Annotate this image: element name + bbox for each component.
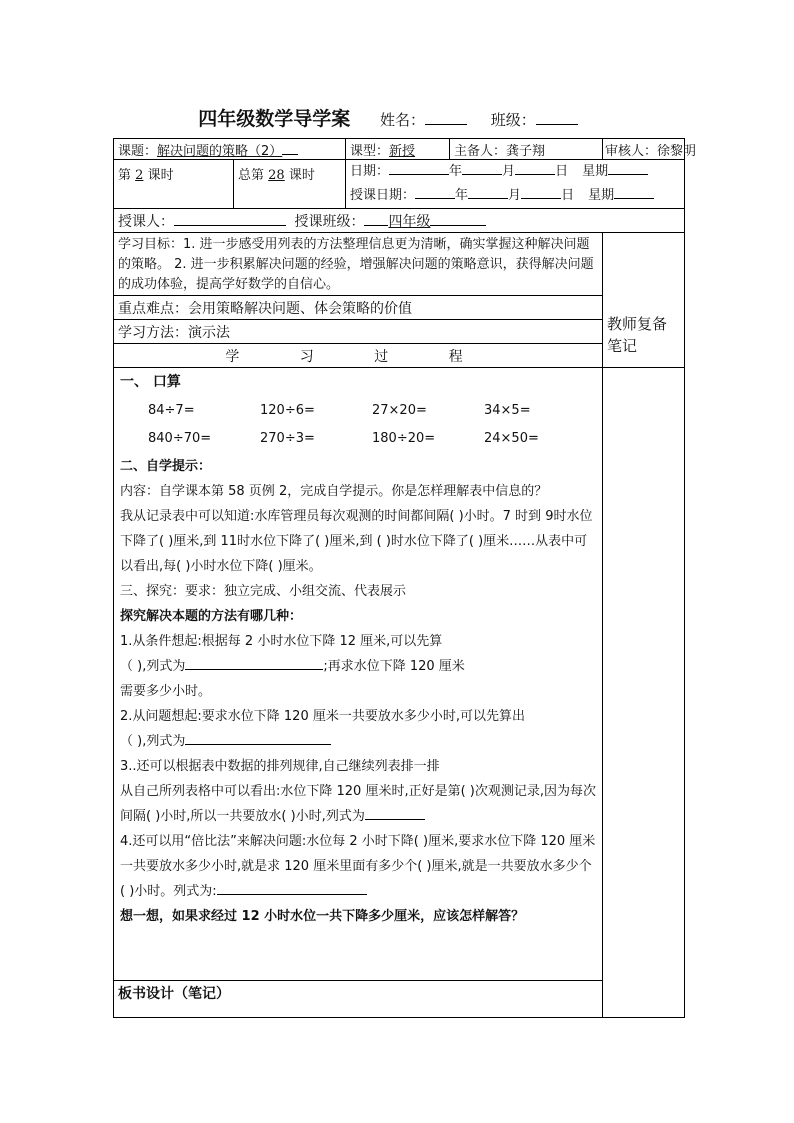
key-points-row — [114, 296, 685, 320]
calc-row-2: 840÷70= 270÷3= 180÷20= 24×50= — [148, 431, 539, 446]
topic-value: 解决问题的策略（2） — [157, 143, 283, 159]
teach-date-line: 授课日期： 年 月 日 星期 — [350, 184, 680, 208]
lesson-table — [113, 138, 697, 1018]
key-points-cell: 重点难点：会用策略解决问题、体会策略的价值 — [114, 296, 603, 320]
self-study-content: 内容：自学课本第 58 页例 2，完成自学提示。你是怎样理解表中信息的？ — [120, 484, 548, 499]
method-2-line-2: （ ),列式为 — [120, 729, 596, 754]
process-content — [120, 370, 596, 929]
method-4: 4.还可以用“倍比法”来解决问题:水位每 2 小时下降( )厘米,要求水位下降 120 厘米一共要放水多少小时,就是求 120 厘米里面有多少个( )厘米,就是一共要放水多少个( )小时。列式为: — [120, 834, 596, 899]
board-row — [114, 981, 685, 1018]
preparer-cell: 主备人：龚子翔 — [450, 139, 603, 160]
method-row — [114, 320, 685, 344]
teacher-notes-cell: 教师复备笔记 — [603, 233, 685, 368]
lesson-no-cell: 第 2 课时 — [114, 160, 234, 209]
goals-cell: 学习目标：1. 进一步感受用列表的方法整理信息更为清晰，确实掌握这种解决问题的策略。 2. 进一步积累解决问题的经验，增强解决问题的策略意识，获得解决问题的成功体验，提高学好数学的自信心。 — [114, 233, 603, 296]
name-blank[interactable] — [425, 110, 467, 125]
method-2-line-1: 2.从问题想起:要求水位下降 120 厘米一共要放水多少小时,可以先算出 — [120, 709, 525, 724]
total-no: 28 — [268, 168, 285, 183]
class-value: 四年级 — [388, 213, 431, 230]
method-cell: 学习方法：演示法 — [114, 320, 603, 344]
process-row — [114, 368, 685, 981]
topic-label: 课题： — [118, 143, 158, 159]
section-oral-calc: 一、 口算 — [120, 374, 181, 390]
date-cell — [346, 160, 685, 209]
method-1-line-1: 1.从条件想起:根据每 2 小时水位下降 12 厘米,可以先算 — [120, 634, 443, 649]
class-blank[interactable] — [536, 110, 578, 125]
board-design: 板书设计（笔记） — [114, 981, 603, 1018]
page-header — [0, 104, 794, 131]
method-3-line-2: 从自己所列表格中可以看出:水位下降 120 厘米时,正好是第( )次观测记录,因为每次间隔( )小时,所以一共要放水( )小时,列式为 — [120, 784, 596, 824]
goals-row — [114, 233, 685, 296]
reviewer-cell: 审核人：徐黎明 — [603, 139, 685, 160]
class-label: 班级： — [490, 111, 536, 129]
self-study-fill: 我从记录表中可以知道:水库管理员每次观测的时间都间隔( )小时。7 时到 9时水位下降了( )厘米,到 11时水位下降了( )厘米,到 ( )时水位下降了( )厘米……从表中可以看出,每( )小时水位下降( )厘米。 — [120, 509, 593, 574]
explore-question: 探究解决本题的方法有哪几种： — [120, 609, 303, 624]
type-value: 新授 — [389, 143, 416, 159]
calc-row-1: 84÷7= 120÷6= 27×20= 34×5= — [148, 403, 531, 418]
process-heading: 学 习 过 程 — [114, 344, 603, 368]
process-heading-row — [114, 344, 685, 368]
name-label: 姓名： — [379, 111, 425, 129]
teacher-notes-blank — [603, 368, 685, 1018]
page-title: 四年级数学导学案 — [198, 108, 351, 130]
info-row-1 — [114, 139, 685, 160]
info-row-2 — [114, 160, 685, 209]
info-row-3 — [114, 209, 685, 233]
lesson-no: 2 — [135, 168, 144, 183]
method-3-line-1: 3..还可以根据表中数据的排列规律,自己继续列表排一排 — [120, 759, 440, 774]
date-line: 日期： 年 月 日 星期 — [350, 160, 680, 184]
section-self-study: 二、自学提示： — [120, 459, 212, 474]
teacher-cell: 授课人： 授课班级： 四年级 — [114, 209, 685, 233]
type-cell — [346, 139, 450, 160]
topic-cell — [114, 139, 346, 160]
total-no-cell: 总第 28 课时 — [234, 160, 346, 209]
process-cell — [114, 368, 603, 981]
method-1-line-3: 需要多少小时。 — [120, 684, 212, 699]
method-1-line-2: （ ),列式为 ;再求水位下降 120 厘米 — [120, 659, 465, 674]
type-label: 课型： — [350, 143, 390, 159]
section-explore: 三、探究：要求：独立完成、小组交流、代表展示 — [120, 584, 407, 599]
think-question: 想一想，如果求经过 12 小时水位一共下降多少厘米，应该怎样解答？ — [120, 909, 525, 924]
